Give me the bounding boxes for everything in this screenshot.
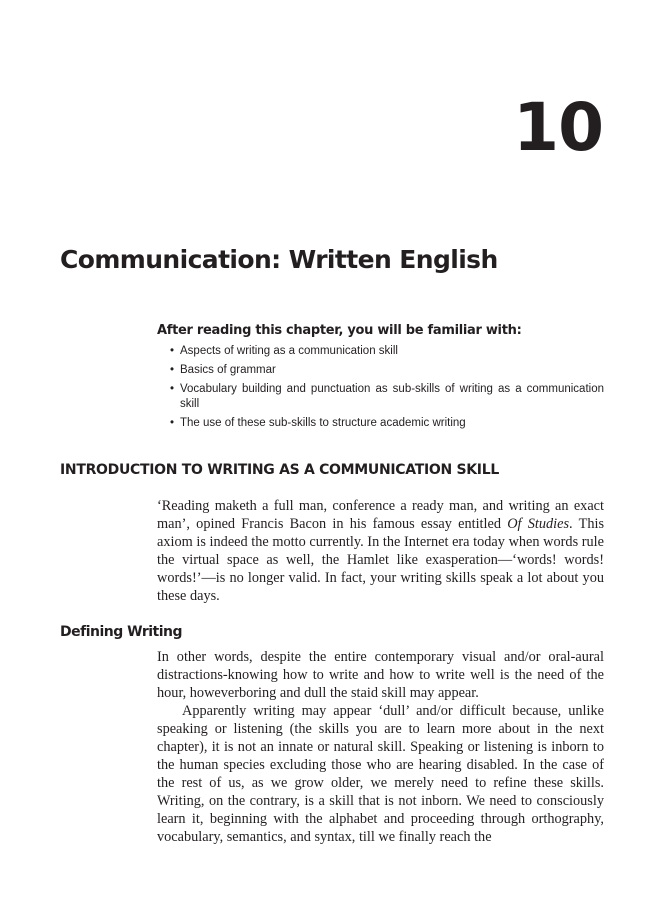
bullet-icon: • [170, 364, 175, 376]
chapter-title: Communication: Written English [60, 245, 498, 274]
body-paragraph: Apparently writing may appear ‘dull’ and/or difficult because, unlike speaking or listening (the skills you are to learn more about in the next chapter), it is not an innate or natural skill. Speaking or listening is inborn to the human species excluding those who are hearing disabled. In the case of the rest of us, as we grow older, we merely need to refine these skills. Writing, on the contrary, is a skill that is not inborn. We need to consciously learn it, beginning with the alphabet and proceeding through orthography, vocabulary, semantics, and syntax, till we finally reach the [157, 703, 604, 845]
objectives-list [157, 344, 604, 431]
bullet-icon: • [170, 383, 175, 395]
body-paragraph: In other words, despite the entire contemporary visual and/or oral-aural distractions-knowing how to write and how to write well is the need of the hour, howeverboring and dull the staid skill may appear. [157, 649, 604, 701]
learning-objectives [157, 322, 604, 435]
section-heading-introduction: INTRODUCTION TO WRITING AS A COMMUNICATION SKILL [60, 462, 499, 478]
paragraph-text: ‘Reading maketh a full man, conference a ready man, and writing an exact man’, opined Francis Bacon in his famous essay entitled [157, 498, 604, 532]
objective-item [157, 344, 604, 359]
bullet-icon: • [170, 417, 175, 429]
bullet-icon: • [170, 345, 175, 357]
paragraph-text: . This axiom is indeed the motto currently. In the Internet era today when words rule the virtual space as well, the Hamlet like exasperation—‘words! words! words!’—is no longer valid. In fact, your writing skills speak a lot about you these days. [157, 516, 605, 604]
objective-text: Aspects of writing as a communication skill [180, 345, 398, 357]
objective-text: Basics of grammar [180, 364, 276, 376]
essay-title: Of Studies [507, 516, 570, 532]
objective-text: The use of these sub-skills to structure academic writing [180, 417, 466, 429]
introduction-paragraph [157, 497, 604, 605]
introduction-block [157, 497, 604, 605]
objective-item [157, 363, 604, 378]
chapter-number: 10 [513, 89, 603, 166]
section-heading-defining-writing: Defining Writing [60, 624, 183, 640]
objective-text: Vocabulary building and punctuation as sub-skills of writing as a communication skill [180, 383, 604, 410]
objectives-heading: After reading this chapter, you will be familiar with: [157, 323, 522, 338]
defining-writing-block [157, 648, 604, 846]
objective-item [157, 382, 604, 412]
objective-item [157, 416, 604, 431]
